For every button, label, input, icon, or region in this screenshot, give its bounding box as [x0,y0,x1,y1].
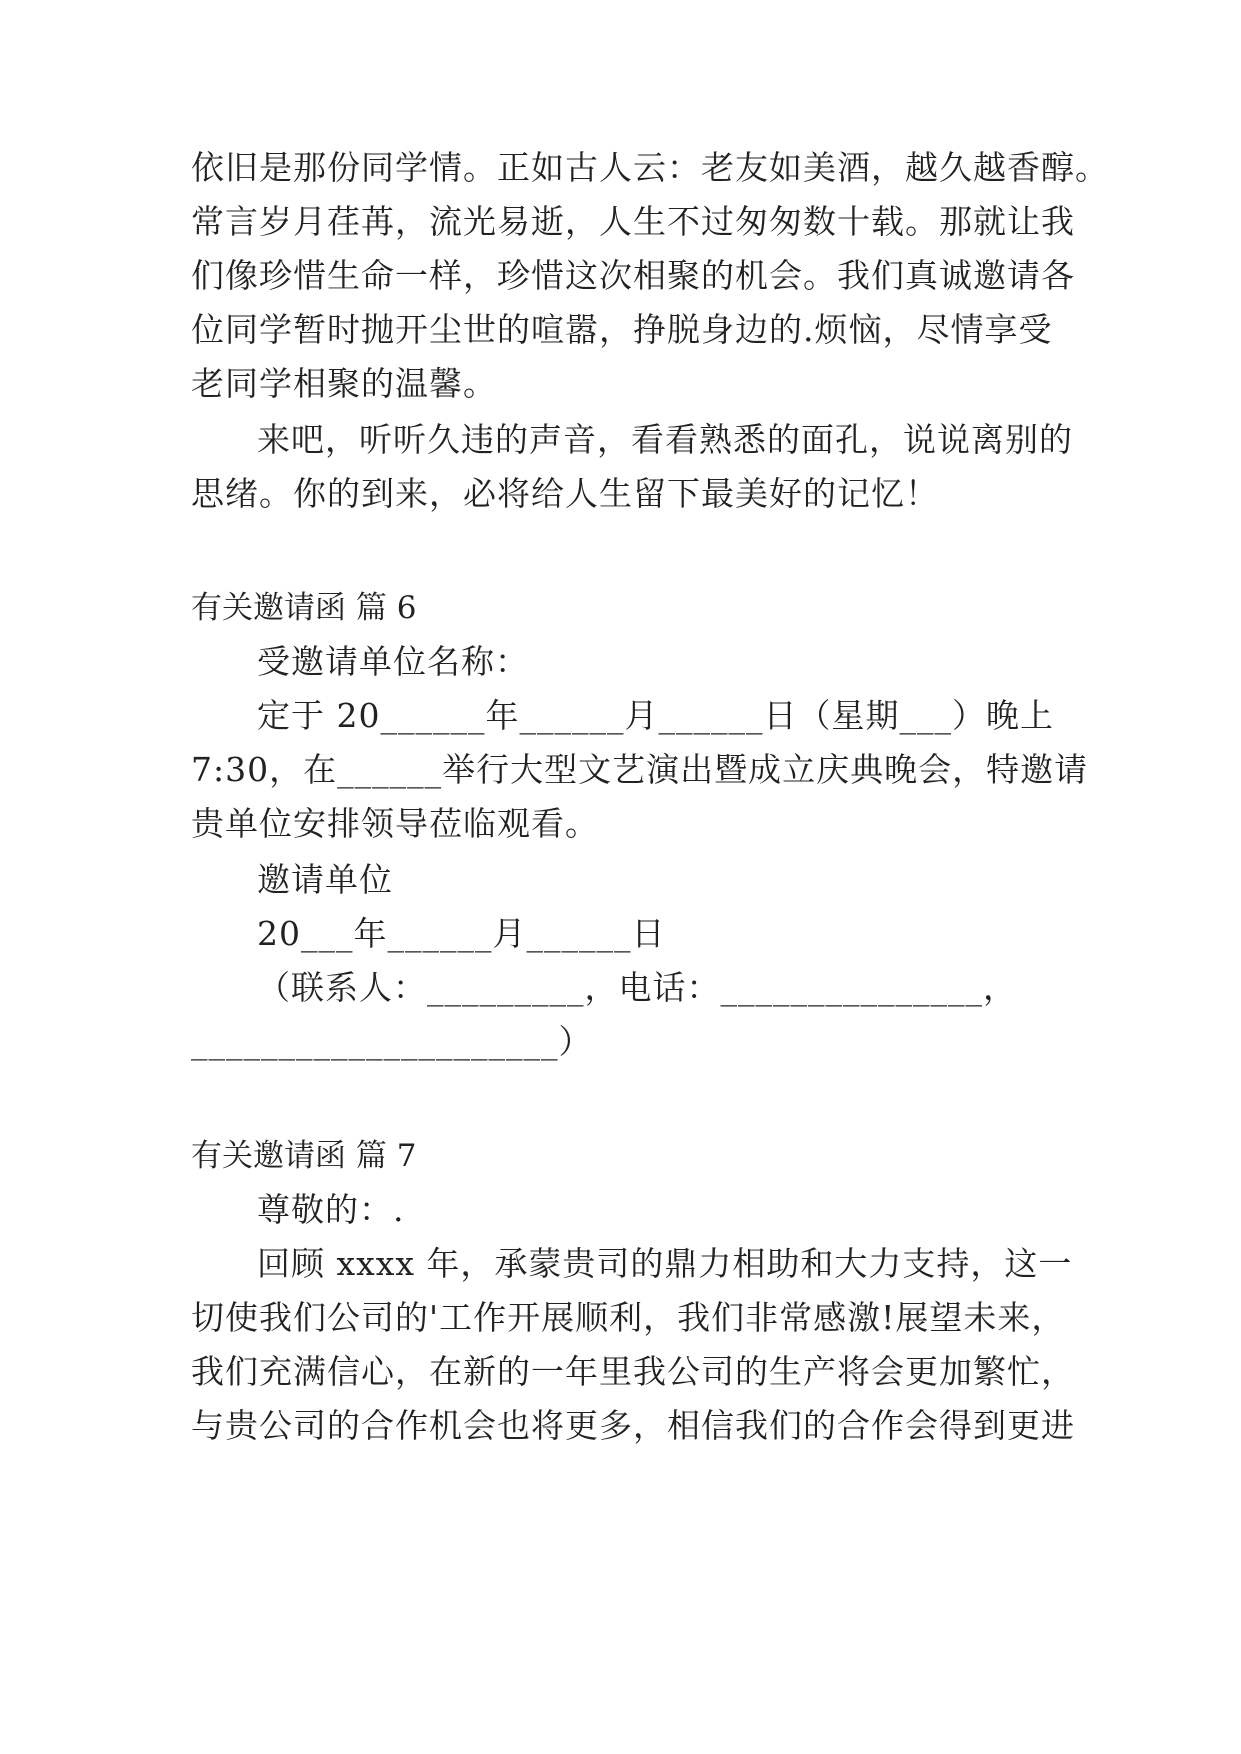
paragraph-line: （联系人：_________，电话：_______________， [257,968,1017,1007]
paragraph-line: 切使我们公司的'工作开展顺利，我们非常感激!展望未来， [191,1298,1066,1337]
paragraph-line: 老同学相聚的温馨。 [191,364,497,403]
paragraph-line: 依旧是那份同学情。正如古人云：老友如美酒，越久越香醇。 [191,148,1109,187]
paragraph-line: 们像珍惜生命一样，珍惜这次相聚的机会。我们真诚邀请各 [191,256,1075,295]
paragraph-line: 邀请单位 [257,860,393,899]
paragraph-line: 7:30，在______举行大型文艺演出暨成立庆典晚会，特邀请 [191,750,1089,789]
paragraph-line: 回顾 xxxx 年，承蒙贵司的鼎力相助和大力支持，这一 [257,1244,1073,1283]
section-heading: 有关邀请函 篇 7 [191,1138,417,1174]
paragraph-line: 我们充满信心，在新的一年里我公司的生产将会更加繁忙， [191,1352,1075,1391]
paragraph-line: 与贵公司的合作机会也将更多，相信我们的合作会得到更进 [191,1406,1075,1445]
paragraph-line: 来吧，听听久违的声音，看看熟悉的面孔，说说离别的 [257,420,1073,459]
paragraph-line: 定于 20______年______月______日（星期___）晚上 [257,696,1054,735]
paragraph-line: 思绪。你的到来，必将给人生留下最美好的记忆！ [191,474,939,513]
paragraph-line: 常言岁月荏苒，流光易逝，人生不过匆匆数十载。那就让我 [191,202,1075,241]
section-heading: 有关邀请函 篇 6 [191,590,417,626]
paragraph-line: 受邀请单位名称： [257,642,529,681]
paragraph-line: 尊敬的：. [257,1190,405,1229]
paragraph-line: _____________________） [191,1022,593,1061]
paragraph-line: 位同学暂时抛开尘世的喧嚣，挣脱身边的.烦恼，尽情享受 [191,310,1053,349]
paragraph-line: 贵单位安排领导莅临观看。 [191,804,599,843]
paragraph-line: 20___年______月______日 [257,914,666,953]
